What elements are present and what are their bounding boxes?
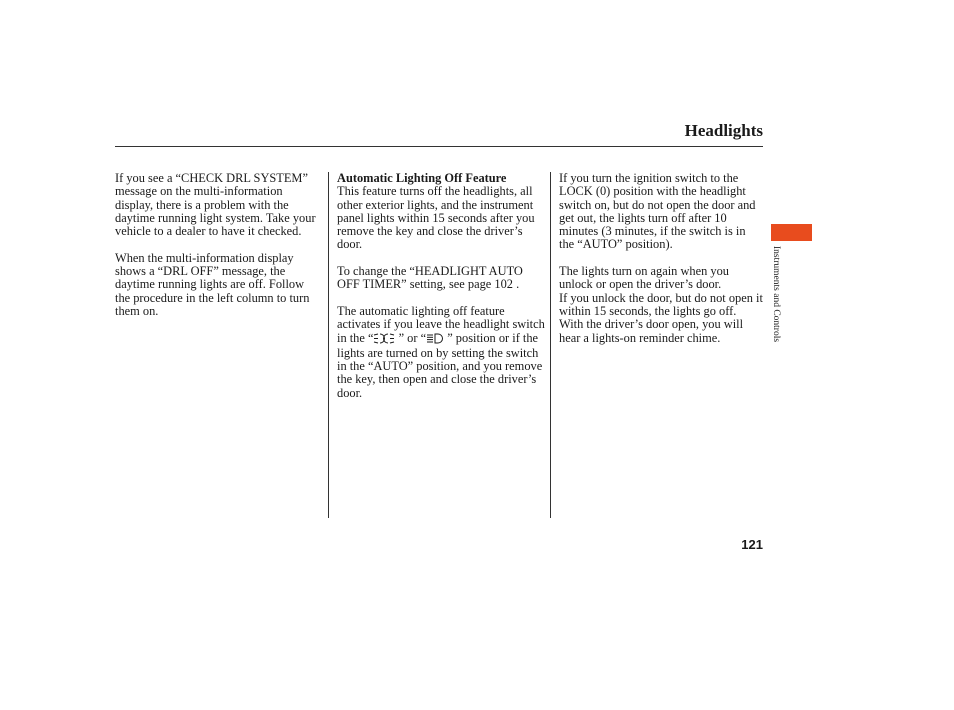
timer-setting-paragraph: To change the “HEADLIGHT AUTO OFF TIMER” setting, see page 102 .	[337, 264, 523, 292]
ignition-paragraph: If you turn the ignition switch to the LOCK (0) position with the headlight switch on, but do not open the door and get out, the lights turn off after 10 minutes (3 minutes, if the switch is in the “AUTO” position).	[559, 171, 756, 252]
header-rule	[115, 146, 763, 147]
activation-text-start: The automatic lighting off feature activates if you leave the headlight switch in the “	[337, 303, 545, 345]
feature-description-paragraph: This feature turns off the headlights, all other exterior lights, and the instrument panel lights within 15 seconds after you remove the key and close the driver’s door.	[337, 184, 535, 252]
page-title: Headlights	[684, 121, 763, 140]
section-tab-marker	[771, 224, 812, 241]
drl-off-paragraph: When the multi-information display shows a “DRL OFF” message, the daytime running lights are off. Follow the procedure in the left column to turn them on.	[115, 250, 310, 318]
left-column	[115, 172, 319, 332]
section-heading: Automatic Lighting Off Feature	[337, 171, 507, 185]
right-column	[559, 172, 763, 358]
middle-column	[337, 172, 547, 413]
activation-text-end: ” position or if the lights are turned on by setting the switch in the “AUTO” position, and you remove the key, then open and close the driver’s door.	[337, 330, 543, 400]
activation-text-or: ” or “	[395, 330, 427, 345]
column-divider-right	[550, 172, 551, 518]
page-number: 121	[741, 537, 763, 552]
activation-paragraph	[337, 305, 547, 400]
lights-on-again-paragraph: The lights turn on again when you unlock or open the driver’s door.	[559, 264, 729, 292]
headlight-icon	[426, 333, 444, 347]
unlock-door-paragraph: If you unlock the door, but do not open it within 15 seconds, the lights go off. With the driver’s door open, you will hear a lights-on reminder chime.	[559, 290, 763, 345]
drl-check-paragraph: If you see a “CHECK DRL SYSTEM” message on the multi-information display, there is a problem with the daytime running light system. Take your vehicle to a dealer to have it checked.	[115, 171, 316, 239]
column-divider-left	[328, 172, 329, 518]
parking-lights-icon	[373, 333, 395, 347]
side-section-label: Instruments and Controls	[771, 246, 781, 343]
